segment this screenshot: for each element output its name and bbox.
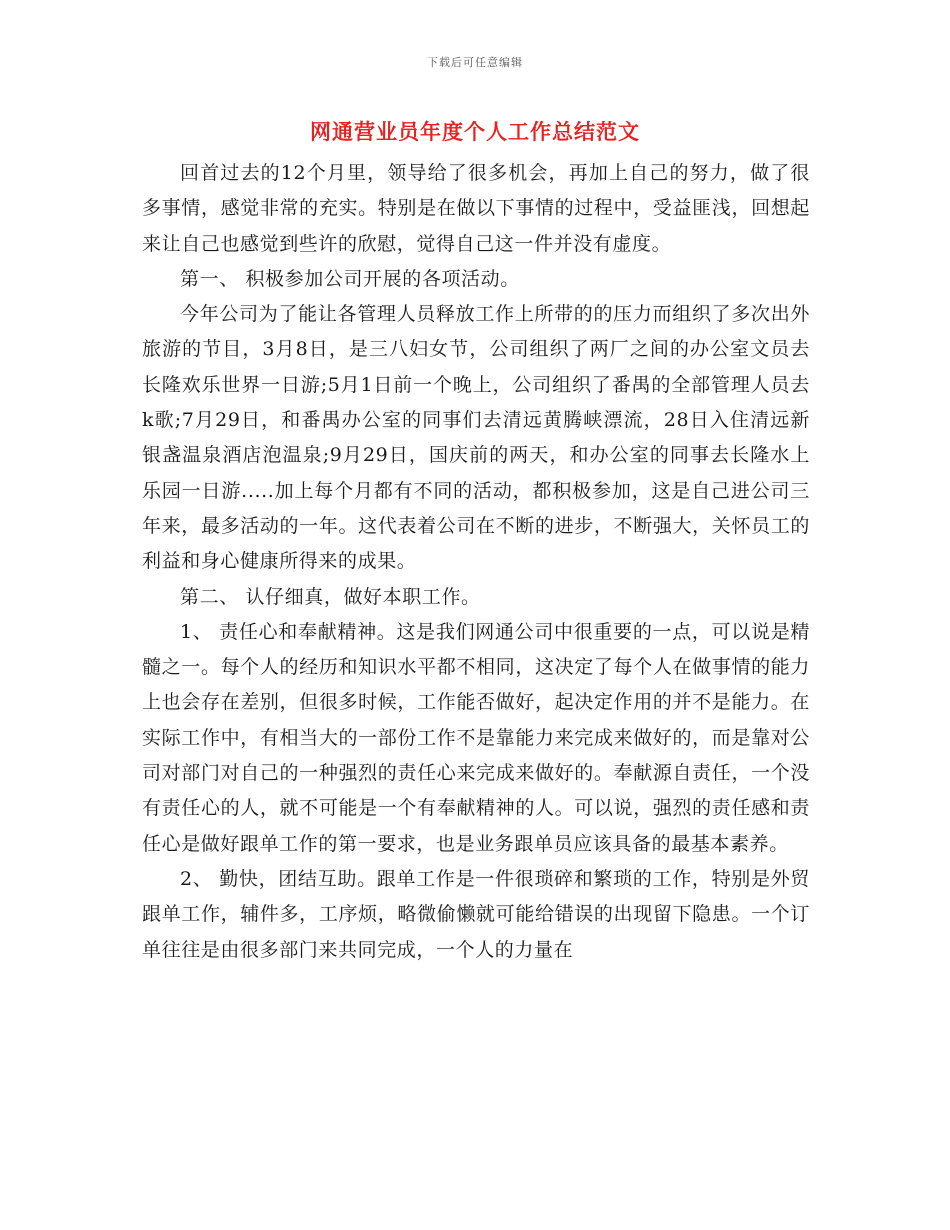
- header-note: 下载后可任意编辑: [427, 56, 523, 69]
- paragraph-teamwork: 2、 勤快，团结互助。跟单工作是一件很琐碎和繁琐的工作，特别是外贸跟单工作，辅件多，工序烦，略微偷懒就可能给错误的出现留下隐患。一个订单往往是由很多部门来共同完成，一个人的力量在: [142, 867, 810, 961]
- document-body: [142, 156, 810, 968]
- paragraph-intro: 回首过去的12个月里，领导给了很多机会，再加上自己的努力，做了很多事情，感觉非常的充实。特别是在做以下事情的过程中，受益匪浅，回想起来让自己也感觉到些许的欣慰，觉得自己这一件并没有虚度。: [142, 162, 810, 255]
- section-heading-2: 第二、 认仔细真，做好本职工作。: [180, 585, 481, 608]
- paragraph-responsibility: 1、 责任心和奉献精神。这是我们网通公司中很重要的一点，可以说是精髓之一。每个人的经历和知识水平都不相同，这决定了每个人在做事情的能力上也会存在差别，但很多时候，工作能否做好，起决定作用的并不是能力。在实际工作中，有相当大的一部份工作不是靠能力来完成来做好的，而是靠对公司对部门对自己的一种强烈的责任心来完成来做好的。奉献源自责任，一个没有责任心的人，就不可能是一个有奉献精神的人。可以说，强烈的责任感和责任心是做好跟单工作的第一要求，也是业务跟单员应该具备的最基本素养。: [142, 620, 810, 855]
- document-title: 网通营业员年度个人工作总结范文: [310, 119, 640, 144]
- paragraph-activities: 今年公司为了能让各管理人员释放工作上所带的的压力而组织了多次出外旅游的节目，3月8日，是三八妇女节，公司组织了两厂之间的办公室文员去长隆欢乐世界一日游;5月1日前一个晚上，公司组织了番禺的全部管理人员去k歌;7月29日，和番禺办公室的同事们去清远黄腾峡漂流，28日入住清远新银盏温泉酒店泡温泉;9月29日，国庆前的两天，和办公室的同事去长隆水上乐园一日游.....加上每个月都有不同的活动，都积极参加，这是自己进公司三年来，最多活动的一年。这代表着公司在不断的进步，不断强大，关怀员工的利益和身心健康所得来的成果。: [142, 303, 810, 573]
- section-heading-1: 第一、 积极参加公司开展的各项活动。: [180, 267, 520, 290]
